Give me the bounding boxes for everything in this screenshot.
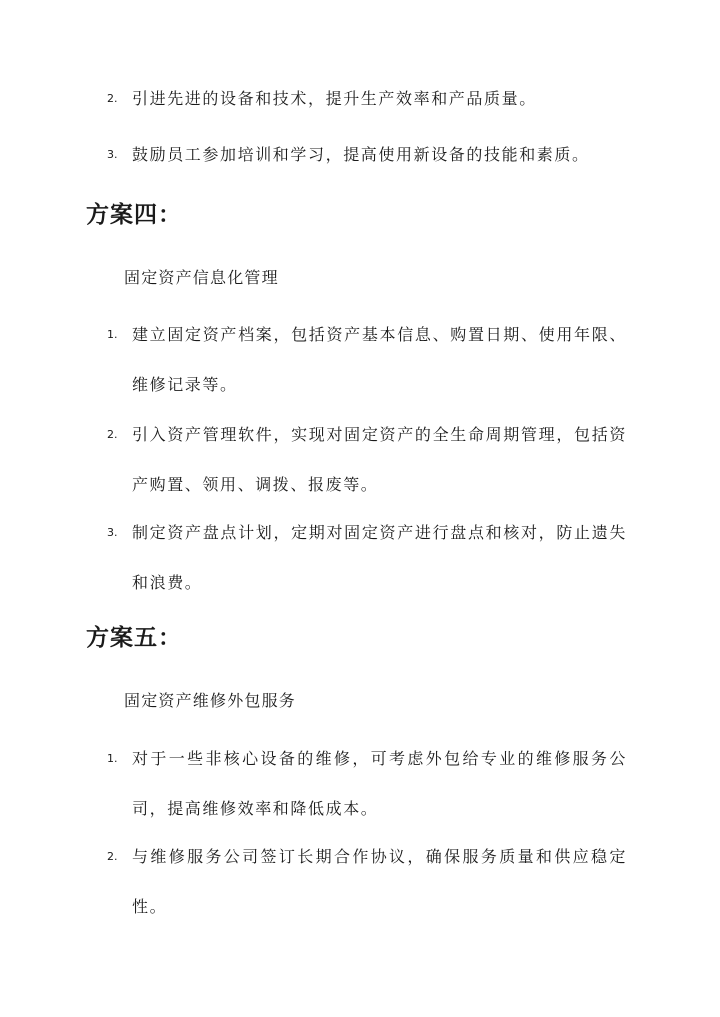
list-item-text: 鼓励员工参加培训和学习，提高使用新设备的技能和素质。 [132, 145, 590, 164]
list-number: 2. [107, 92, 118, 105]
list-item-text: 制定资产盘点计划，定期对固定资产进行盘点和核对，防止遗失和浪费。 [132, 523, 627, 592]
list-item [107, 310, 627, 410]
list-item-text: 对于一些非核心设备的维修，可考虑外包给专业的维修服务公司，提高维修效率和降低成本。 [132, 749, 627, 818]
list-number: 2. [107, 850, 118, 863]
list-number: 3. [107, 526, 118, 539]
list-number: 2. [107, 428, 118, 441]
list-item-text: 与维修服务公司签订长期合作协议，确保服务质量和供应稳定性。 [132, 847, 627, 916]
section-heading-plan4: 方案四： [86, 201, 182, 228]
list-number: 1. [107, 328, 118, 341]
list-item [107, 74, 627, 124]
list-number: 1. [107, 752, 118, 765]
list-number: 3. [107, 148, 118, 161]
list-item-text: 引入资产管理软件，实现对固定资产的全生命周期管理，包括资产购置、领用、调拨、报废等。 [132, 425, 627, 494]
section-subtitle-plan5: 固定资产维修外包服务 [124, 691, 297, 710]
section-subtitle-plan4: 固定资产信息化管理 [124, 268, 279, 287]
list-item-text: 建立固定资产档案，包括资产基本信息、购置日期、使用年限、维修记录等。 [132, 325, 627, 394]
list-item [107, 508, 627, 608]
list-item [107, 734, 627, 834]
list-item [107, 410, 627, 510]
list-item [107, 130, 627, 180]
list-item [107, 832, 627, 932]
section-heading-plan5: 方案五： [86, 624, 182, 651]
list-item-text: 引进先进的设备和技术，提升生产效率和产品质量。 [132, 89, 537, 108]
